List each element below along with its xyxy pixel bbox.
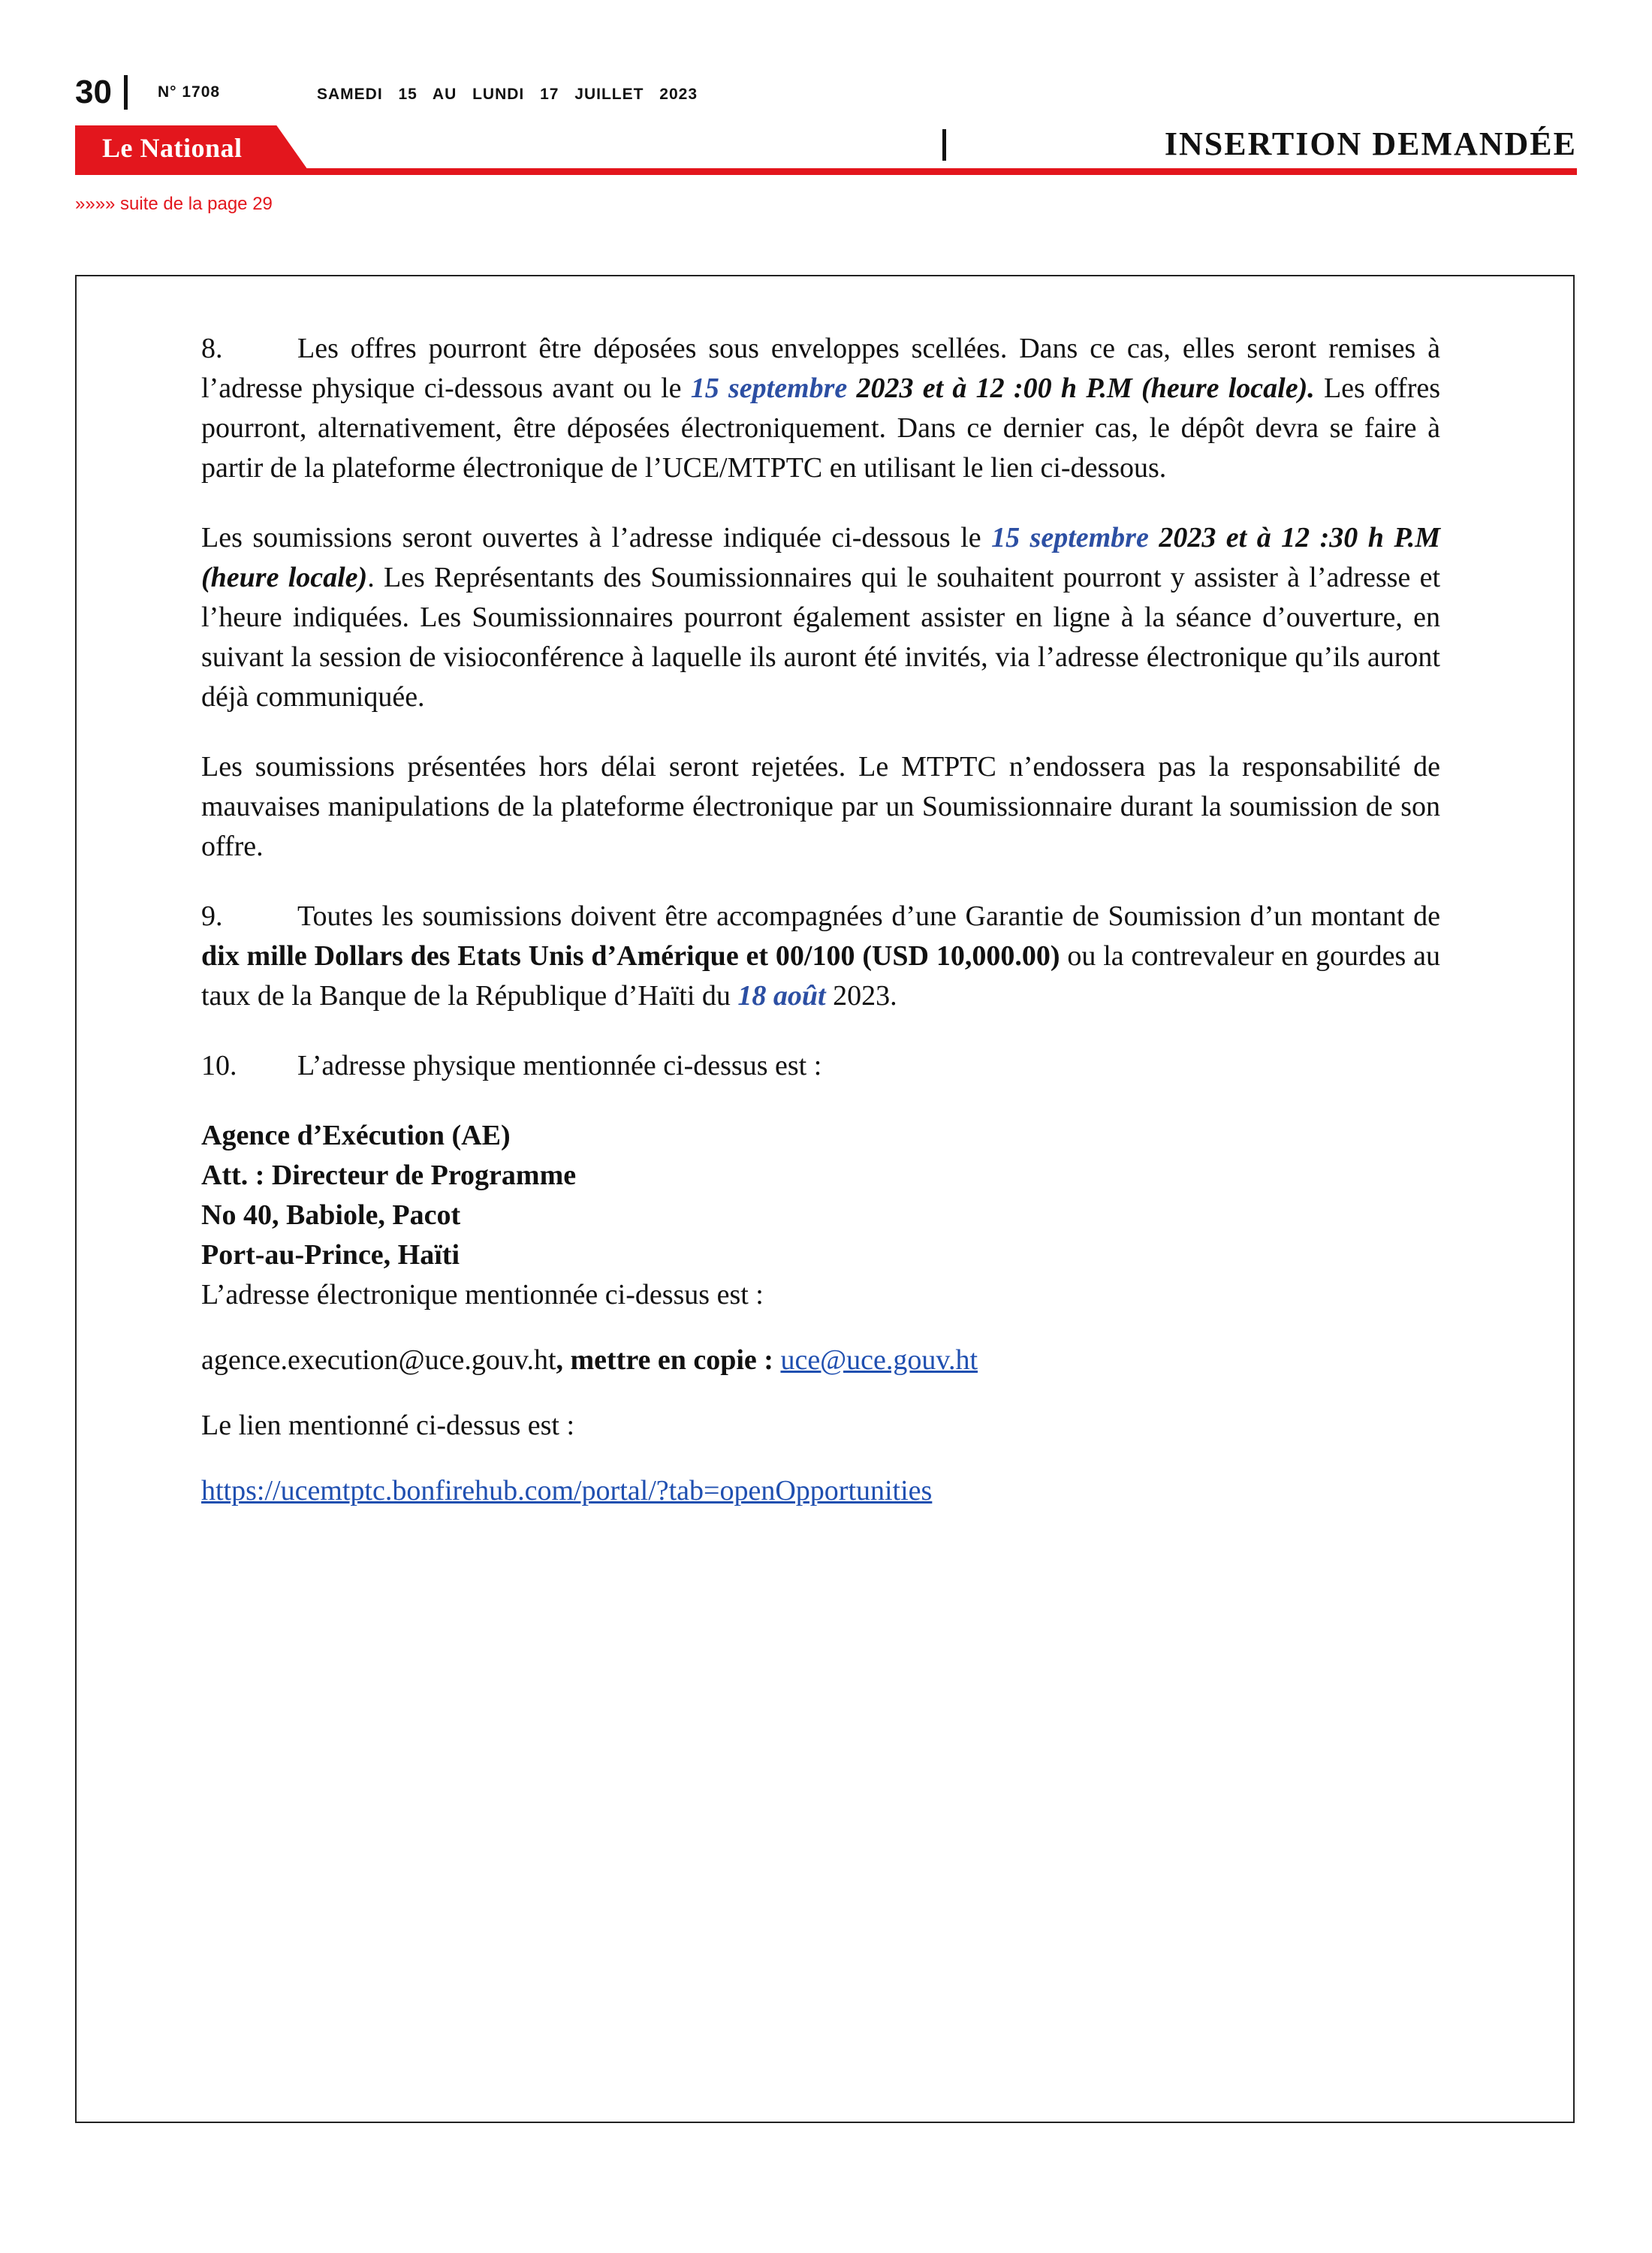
page-number-divider: [124, 75, 128, 110]
header-rule: [75, 168, 1577, 175]
notice-body: [201, 329, 1440, 1511]
opening-time: 2023 et à 12 :30 h P.M (heure locale): [201, 522, 1440, 593]
item-number: 9.: [201, 900, 223, 932]
issue-number: N° 1708: [157, 83, 221, 101]
paragraph-9: [201, 897, 1440, 1016]
email-intro: L’adresse électronique mentionnée ci-dessus est :: [201, 1279, 764, 1310]
deadline-date: 15 septembre: [690, 372, 848, 404]
address-line: No 40, Babiole, Pacot: [201, 1199, 461, 1231]
paragraph-8: [201, 329, 1440, 488]
paragraph-opening: [201, 518, 1440, 717]
portal-link-line: [201, 1471, 1440, 1511]
opening-text-1: Les soumissions seront ouvertes à l’adresse indiquée ci-dessous le: [201, 522, 992, 553]
p8-text-2: Les offres pourront, alternativement, être déposées électroniquement. Dans ce dernier cas, le dépôt devra se faire à partir de la plateforme électronique de l’UCE/MTPTC en utilisant le lien ci-dessous.: [201, 372, 1440, 484]
p9-text-1: Toutes les soumissions doivent être accompagnées d’une Garantie de Soumission d’un montant de: [297, 900, 1440, 932]
page-header: [75, 74, 220, 111]
opening-date: 15 septembre: [991, 522, 1149, 553]
email-cc-link[interactable]: uce@uce.gouv.ht: [780, 1344, 978, 1376]
address-line: Att. : Directeur de Programme: [201, 1160, 577, 1191]
email-cc-label: , mettre en copie :: [556, 1344, 781, 1376]
section-title: INSERTION DEMANDÉE: [1164, 125, 1577, 162]
exchange-rate-date: 18 août: [737, 980, 826, 1012]
deadline-time: 2023 et à 12 :00 h P.M (heure locale).: [847, 372, 1315, 404]
item-number: 8.: [201, 333, 223, 364]
address-line: Agence d’Exécution (AE): [201, 1120, 511, 1151]
paragraph-late: Les soumissions présentées hors délai seront rejetées. Le MTPTC n’endossera pas la responsabilité de mauvaises manipulations de la plateforme électronique par un Soumissionnaire durant la soumission de son offre.: [201, 751, 1440, 862]
portal-link[interactable]: https://ucemtptc.bonfirehub.com/portal/?tab=openOpportunities: [201, 1475, 933, 1507]
header-divider: [942, 129, 946, 161]
issue-date: SAMEDI 15 AU LUNDI 17 JUILLET 2023: [317, 86, 698, 103]
opening-text-2: . Les Représentants des Soumissionnaires qui le souhaitent pourront y assister à l’adresse et l’heure indiquées. Les Soumissionnaires pourront également assister en ligne à la séance d’ouverture, en suivant la session de visioconférence à laquelle ils auront été invités, via l’adresse électronique qu’ils auront déjà communiquée.: [201, 562, 1440, 713]
address-line: Port-au-Prince, Haïti: [201, 1239, 460, 1271]
p9-text-2: ou la contrevaleur en gourdes au taux de la Banque de la République d’Haïti du: [201, 940, 1440, 1012]
paragraph-10: [201, 1046, 1440, 1086]
guarantee-amount: dix mille Dollars des Etats Unis d’Amérique et 00/100 (USD 10,000.00): [201, 940, 1060, 972]
continued-from: »»»» suite de la page 29: [75, 194, 273, 214]
email-main[interactable]: agence.execution@uce.gouv.ht: [201, 1344, 556, 1376]
newspaper-name: Le National: [102, 133, 243, 163]
page-number: 30: [75, 74, 112, 110]
item-number: 10.: [201, 1050, 237, 1081]
p9-text-3: 2023.: [825, 980, 897, 1012]
link-intro: Le lien mentionné ci-dessus est :: [201, 1410, 575, 1441]
physical-address: [201, 1116, 1440, 1275]
p8-text-1: Les offres pourront être déposées sous enveloppes scellées. Dans ce cas, elles seront remises à l’adresse physique ci-dessous avant ou le: [201, 333, 1440, 404]
p10-text: L’adresse physique mentionnée ci-dessus est :: [297, 1050, 822, 1081]
email-line: [201, 1341, 1440, 1380]
